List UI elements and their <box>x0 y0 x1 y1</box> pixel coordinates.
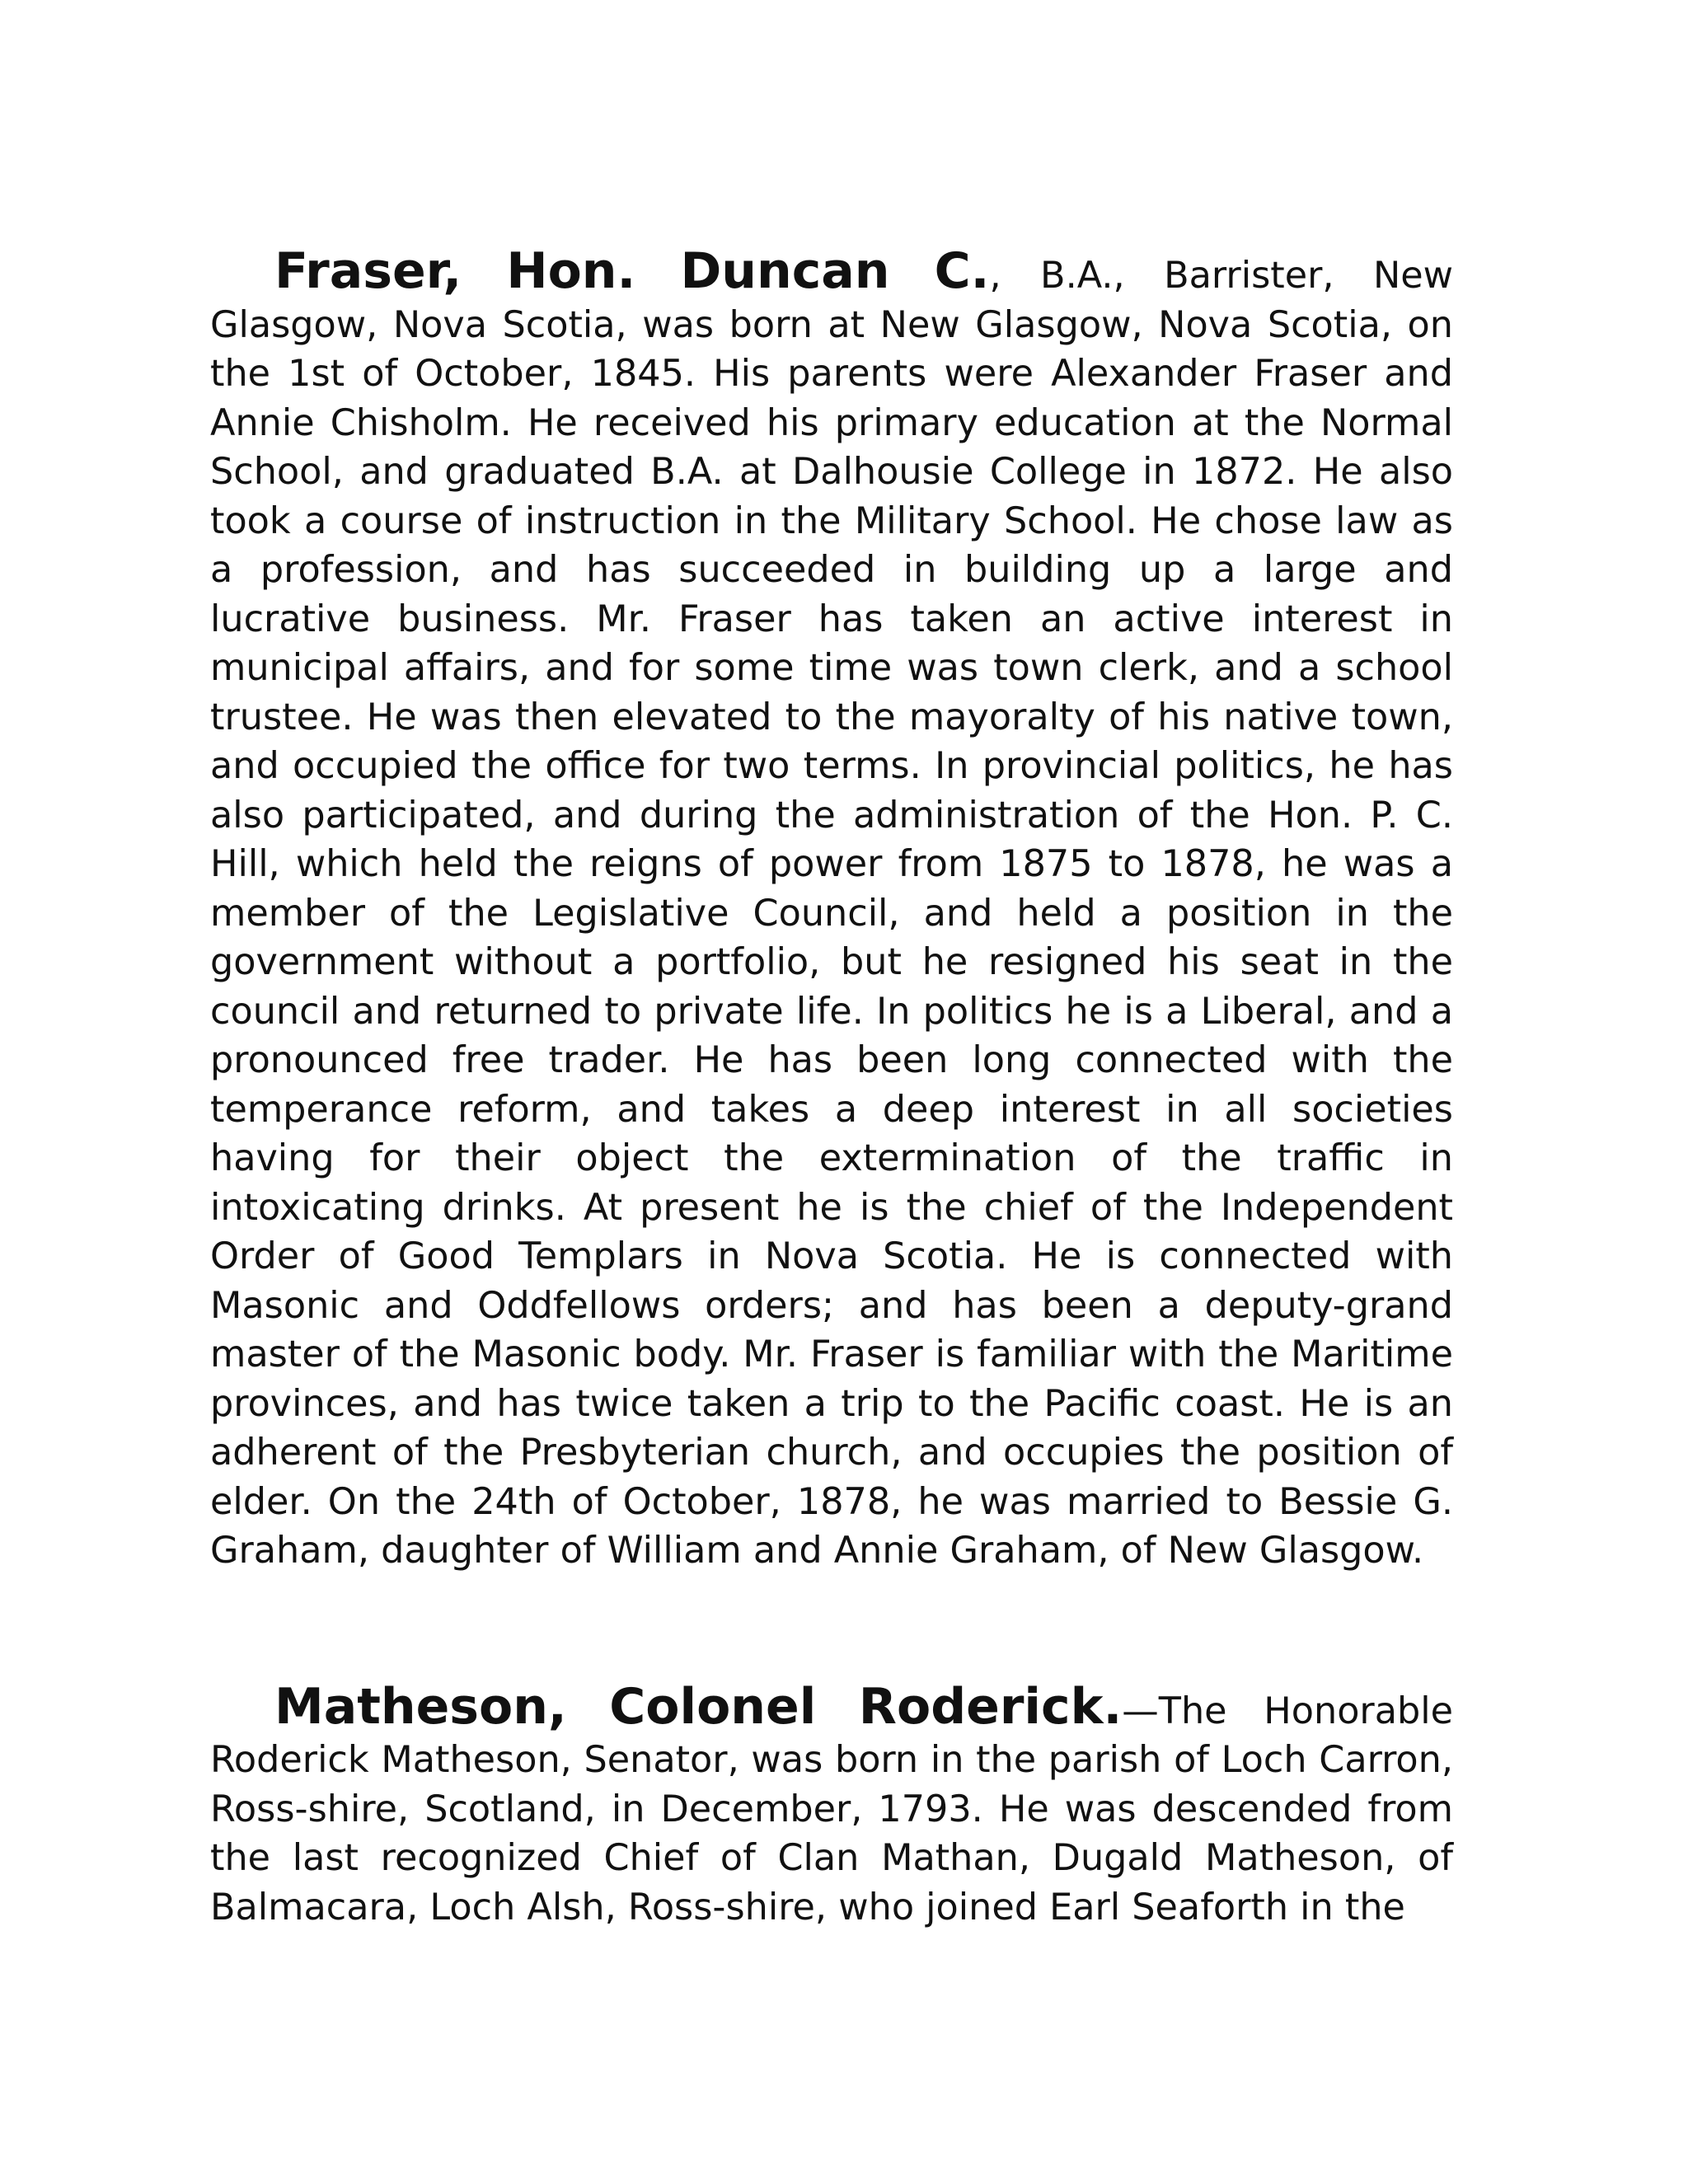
biography-entry-matheson <box>210 1677 1453 1933</box>
entry-name: Matheson, Colonel Roderick. <box>274 1677 1123 1736</box>
document-page <box>210 242 1454 1932</box>
biography-entry-fraser <box>210 242 1454 1576</box>
entry-text: —The Honorable Roderick Matheson, Senator, was born in the parish of Loch Carron, Ross-shire, Scotland, in December, 1793. He was descended from the last recognized Chief of Clan Mathan, Dugald Matheson, of Balmacara, Loch Alsh, Ross-shire, who joined Earl Seaforth in the <box>210 1690 1453 1929</box>
entry-text: , B.A., Barrister, New Glasgow, Nova Scotia, was born at New Glasgow, Nova Scotia, on the 1st of October, 1845. His parents were Alexander Fraser and Annie Chisholm. He received his primary education at the Normal School, and graduated B.A. at Dalhousie College in 1872. He also took a course of instruction in the Military School. He chose law as a profession, and has succeeded in building up a large and lucrative business. Mr. Fraser has taken an active interest in municipal affairs, and for some time was town clerk, and a school trustee. He was then elevated to the mayoralty of his native town, and occupied the office for two terms. In provincial politics, he has also participated, and during the administration of the Hon. P. C. Hill, which held the reigns of power from 1875 to 1878, he was a member of the Legislative Council, and held a position in the government without a portfolio, but he resigned his seat in the council and returned to private life. In politics he is a Liberal, and a pronounced free trader. He has been long connected with the temperance reform, and takes a deep interest in all societies having for their object the extermination of the traffic in intoxicating drinks. At present he is the chief of the Independent Order of Good Templars in Nova Scotia. He is connected with Masonic and Oddfellows orders; and has been a deputy-grand master of the Masonic body. Mr. Fraser is familiar with the Maritime provinces, and has twice taken a trip to the Pacific coast. He is an adherent of the Presbyterian church, and occupies the position of elder. On the 24th of October, 1878, he was married to Bessie G. Graham, daughter of William and Annie Graham, of New Glasgow. <box>210 255 1454 1572</box>
entry-name: Fraser, Hon. Duncan C. <box>274 242 990 300</box>
